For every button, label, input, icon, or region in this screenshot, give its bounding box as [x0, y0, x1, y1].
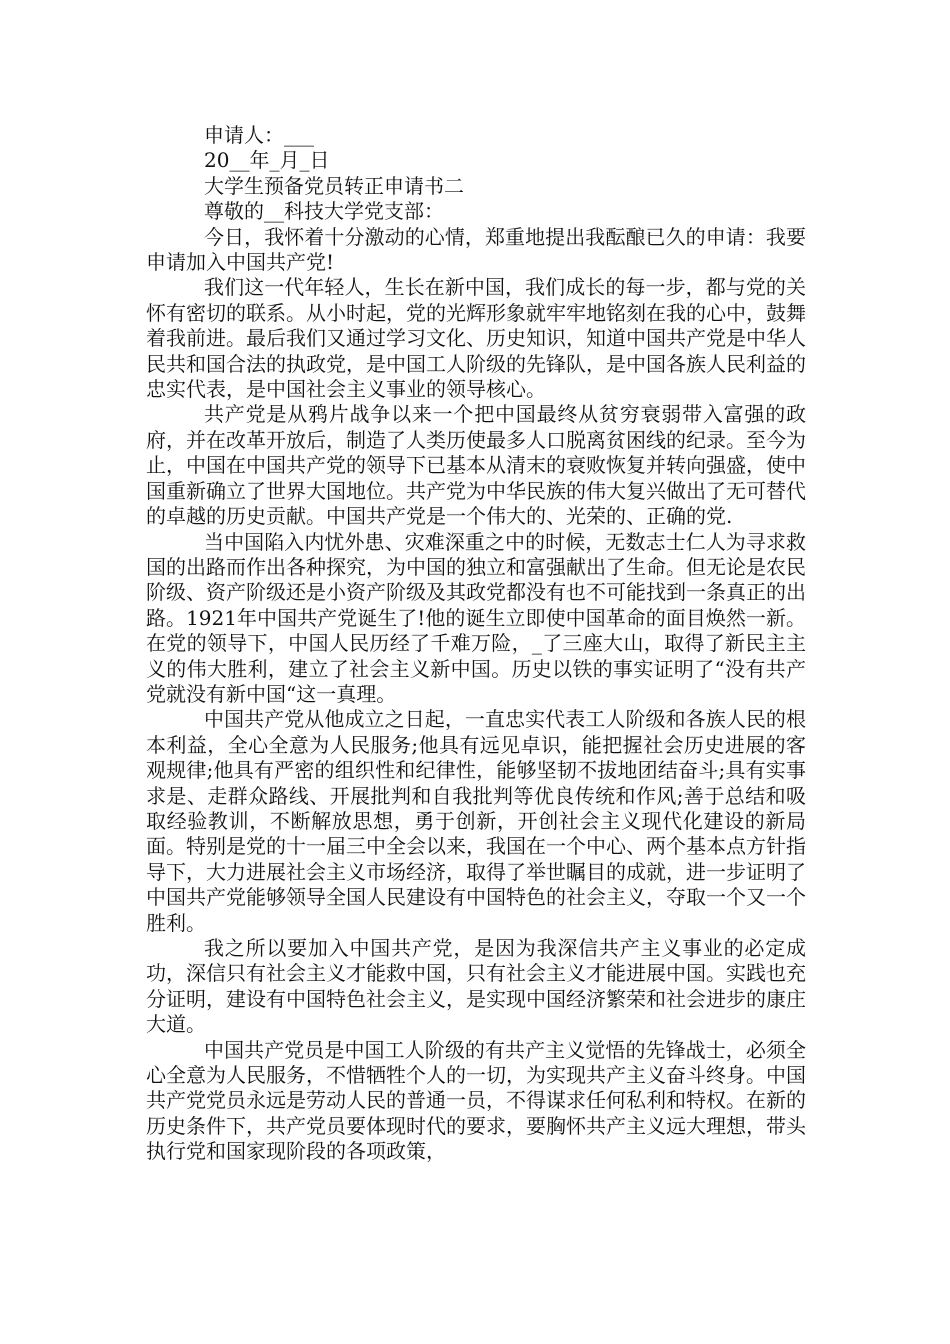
- paragraph-2: 我们这一代年轻人，生长在新中国，我们成长的每一步，都与党的关怀有密切的联系。从小时起，党的光辉形象就牢牢地铭刻在我的心中，鼓舞着我前进。最后我们又通过学习文化、历史知识，知道中国共产党是中华人民共和国合法的执政党，是中国工人阶级的先锋队，是中国各族人民利益的忠实代表，是中国社会主义事业的领导核心。: [146, 275, 806, 402]
- paragraph-4: 当中国陷入内忧外患、灾难深重之中的时候，无数志士仁人为寻求救国的出路而作出各种探究，为中国的独立和富强献出了生命。但无论是农民阶级、资产阶级还是小资产阶级及其政党都没有也不可能找到一条真正的出路。1921年中国共产党诞生了!他的诞生立即使中国革命的面目焕然一新。在党的领导下，中国人民历经了千难万险，_了三座大山，取得了新民主主义的伟大胜利，建立了社会主义新中国。历史以铁的事实证明了“没有共产党就没有新中国“这一真理。: [146, 529, 806, 706]
- date-line: 20__年_月_日: [204, 148, 330, 173]
- paragraph-1: 今日，我怀着十分激动的心情，郑重地提出我酝酿已久的申请：我要申请加入中国共产党!: [146, 224, 806, 275]
- paragraph-5: 中国共产党从他成立之日起，一直忠实代表工人阶级和各族人民的根本利益，全心全意为人民服务;他具有远见卓识，能把握社会历史进展的客观规律;他具有严密的组织性和纪律性，能够坚韧不拔地团结奋斗;具有实事求是、走群众路线、开展批判和自我批判等优良传统和作风;善于总结和吸取经验教训，不断解放思想，勇于创新，开创社会主义现代化建设的新局面。特别是党的十一届三中全会以来，我国在一个中心、两个基本点方针指导下，大力进展社会主义市场经济，取得了举世瞩目的成就，进一步证明了中国共产党能够领导全国人民建设有中国特色的社会主义，夺取一个又一个胜利。: [146, 707, 806, 935]
- salutation-line: 尊敬的__科技大学党支部：: [204, 199, 444, 224]
- document-title: 大学生预备党员转正申请书二: [204, 173, 464, 198]
- paragraph-6: 我之所以要加入中国共产党，是因为我深信共产主义事业的必定成功，深信只有社会主义才能救中国，只有社会主义才能进展中国。实践也充分证明，建设有中国特色社会主义，是实现中国经济繁荣和社会进步的康庄大道。: [146, 936, 806, 1037]
- applicant-line: 申请人：___: [204, 123, 314, 147]
- paragraph-7: 中国共产党员是中国工人阶级的有共产主义觉悟的先锋战士，必须全心全意为人民服务，不惜牺牲个人的一切，为实现共产主义奋斗终身。中国共产党党员永远是劳动人民的普通一员，不得谋求任何私利和特权。在新的历史条件下，共产党员要体现时代的要求，要胸怀共产主义远大理想，带头执行党和国家现阶段的各项政策，: [146, 1037, 806, 1164]
- paragraph-3: 共产党是从鸦片战争以来一个把中国最终从贫穷衰弱带入富强的政府，并在改革开放后，制造了人类历使最多人口脱离贫困线的纪录。至今为止，中国在中国共产党的领导下已基本从清末的衰败恢复并转向强盛，使中国重新确立了世界大国地位。共产党为中华民族的伟大复兴做出了无可替代的卓越的历史贡献。中国共产党是一个伟大的、光荣的、正确的党.: [146, 402, 806, 529]
- document-page: [146, 123, 806, 1165]
